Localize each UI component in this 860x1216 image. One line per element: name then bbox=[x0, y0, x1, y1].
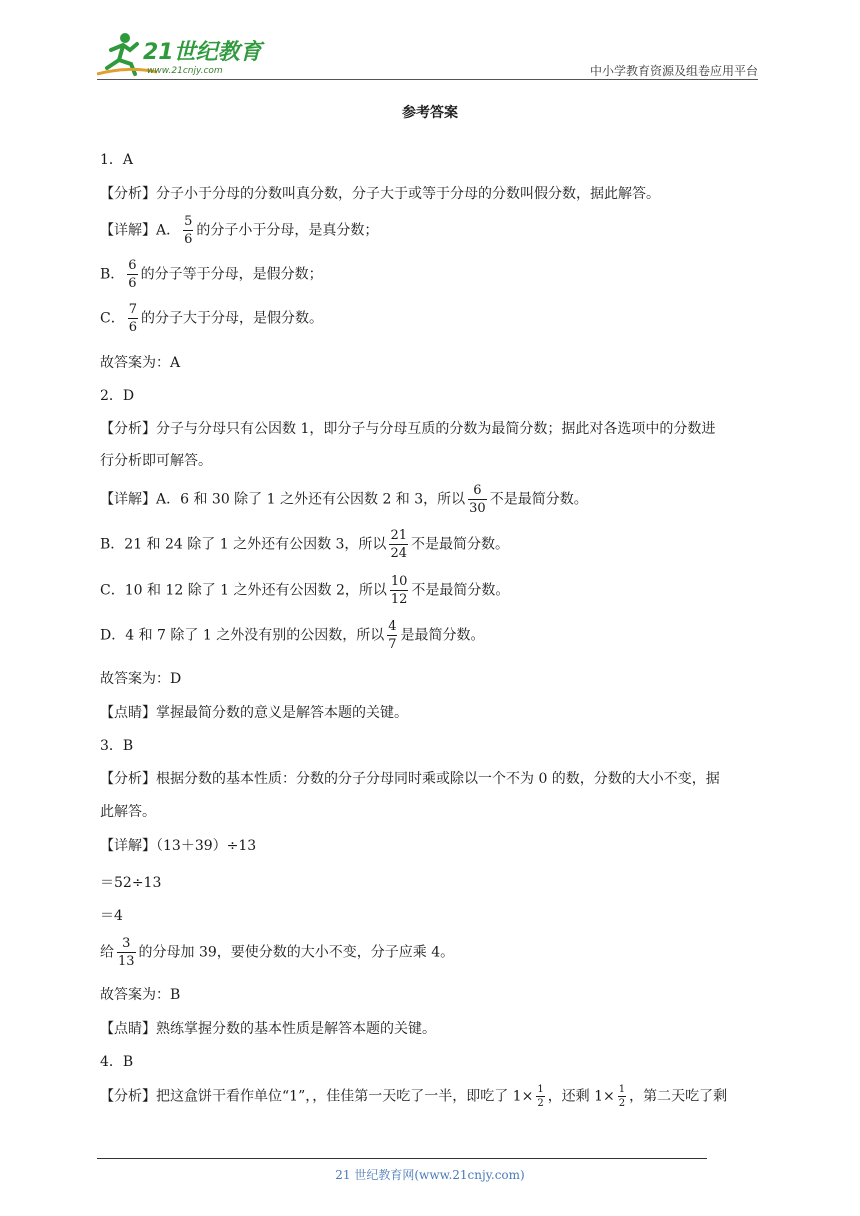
q2-detail-c: C．10 和 12 除了 1 之外还有公因数 2，所以 $\frac{10}{12}$ 不是最简分数。 bbox=[100, 574, 510, 607]
svg-text:21世纪教育: 21世纪教育 bbox=[143, 40, 262, 65]
q2-point: 【点睛】掌握最简分数的意义是解答本题的关键。 bbox=[100, 705, 408, 721]
q1-analysis: 【分析】分子小于分母的分数叫真分数，分子大于或等于分母的分数叫假分数，据此解答。 bbox=[100, 186, 660, 202]
q2-final: 故答案为：D bbox=[100, 671, 182, 687]
q2-detail-b: B．21 和 24 除了 1 之外还有公因数 3，所以 $\frac{21}{24}$ 不是最简分数。 bbox=[100, 528, 509, 561]
svg-text:www.21cnjy.com: www.21cnjy.com bbox=[147, 66, 223, 76]
q3-step-3: ＝4 bbox=[100, 908, 123, 924]
q2-answer: 2．D bbox=[100, 388, 135, 404]
page-title: 参考答案 bbox=[402, 105, 458, 121]
fraction: $\frac{1}{2}$ bbox=[537, 1084, 544, 1109]
fraction: $\frac{4}{7}$ bbox=[388, 619, 397, 652]
fraction: $\frac{10}{12}$ bbox=[390, 574, 408, 607]
fraction: $\frac{6}{30}$ bbox=[469, 483, 486, 516]
q1-detail-c: C． $\frac{7}{6}$ 的分子大于分母，是假分数。 bbox=[100, 302, 323, 335]
q3-give: 给 $\frac{3}{13}$ 的分母加 39，要使分数的大小不变，分子应乘 4。 bbox=[100, 936, 455, 969]
q2-analysis-1: 【分析】分子与分母只有公因数 1，即分子与分母互质的分数为最简分数；据此对各选项中的分数进 bbox=[100, 421, 716, 437]
q3-analysis-2: 此解答。 bbox=[100, 804, 156, 820]
header-divider bbox=[97, 79, 758, 80]
fraction: $\frac{1}{2}$ bbox=[618, 1084, 626, 1109]
fraction: $\frac{21}{24}$ bbox=[390, 528, 407, 561]
q1-final: 故答案为：A bbox=[100, 355, 181, 371]
q3-answer: 3．B bbox=[100, 738, 134, 754]
q2-detail-d: D．4 和 7 除了 1 之外没有别的公因数，所以 $\frac{4}{7}$ 是最简分数。 bbox=[100, 619, 485, 652]
q2-analysis-2: 行分析即可解答。 bbox=[100, 453, 212, 469]
q4-analysis: 【分析】把这盒饼干看作单位“1”，，佳佳第一天吃了一半，即吃了 1× $\frac{1}{2}$ ，还剩 1× $\frac{1}{2}$ ，第二天吃了剩 bbox=[100, 1084, 728, 1109]
fraction: $\frac{7}{6}$ bbox=[128, 302, 137, 335]
footer-link[interactable]: 21 世纪教育网(www.21cnjy.com) bbox=[335, 1168, 525, 1182]
q1-detail-a: 【详解】A． $\frac{5}{6}$ 的分子小于分母，是真分数； bbox=[100, 214, 379, 247]
fraction: $\frac{6}{6}$ bbox=[128, 258, 137, 291]
q3-step-1: 【详解】（13＋39）÷13 bbox=[100, 838, 257, 854]
q1-answer: 1．A bbox=[100, 152, 134, 168]
fraction: $\frac{5}{6}$ bbox=[184, 214, 193, 247]
q2-detail-a: 【详解】A．6 和 30 除了 1 之外还有公因数 2 和 3，所以 $\frac{6}{30}$ 不是最简分数。 bbox=[100, 483, 588, 516]
page-header bbox=[97, 28, 758, 80]
q3-step-2: ＝52÷13 bbox=[100, 875, 162, 891]
fraction: $\frac{3}{13}$ bbox=[118, 936, 135, 969]
q3-point: 【点睛】熟练掌握分数的基本性质是解答本题的关键。 bbox=[100, 1021, 436, 1037]
logo-21cnjy bbox=[97, 28, 267, 80]
q4-answer: 4．B bbox=[100, 1054, 134, 1070]
q3-analysis-1: 【分析】根据分数的基本性质：分数的分子分母同时乘或除以一个不为 0 的数，分数的大小不变，据 bbox=[100, 771, 720, 787]
footer-divider bbox=[97, 1158, 707, 1159]
q3-final: 故答案为：B bbox=[100, 987, 181, 1003]
platform-name: 中小学教育资源及组卷应用平台 bbox=[589, 64, 758, 78]
q1-detail-b: B． $\frac{6}{6}$ 的分子等于分母，是假分数； bbox=[100, 258, 323, 291]
